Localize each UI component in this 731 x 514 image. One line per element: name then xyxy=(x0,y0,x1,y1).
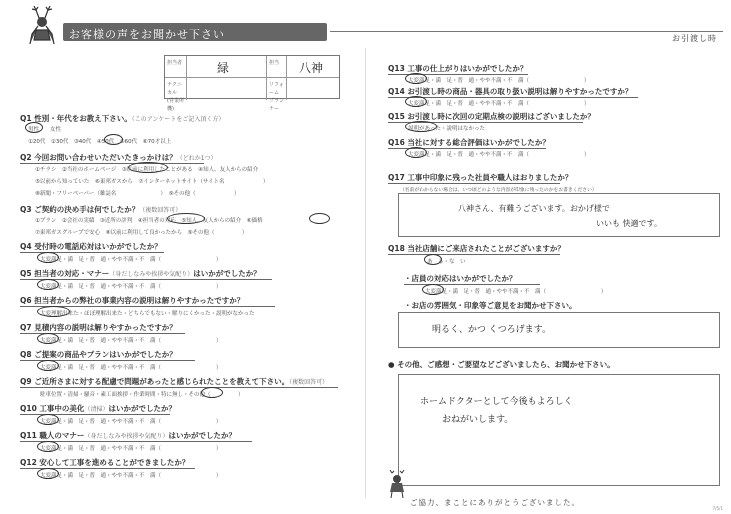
q15-scale[interactable]: 説明があった・説明はなかった xyxy=(408,126,485,132)
q12-answer-circle xyxy=(37,468,59,479)
q3-answer-circle-1 xyxy=(167,213,205,224)
q9-scale[interactable]: 駐車位置・清掃・騒音・素工面挨拶・作業時間・特に無し・その他（ ） xyxy=(40,392,244,398)
header-rule xyxy=(330,31,723,32)
staff-label: 担当者 xyxy=(165,56,187,78)
q2-answer-circle xyxy=(128,162,168,173)
q17-answer-line-1: 八神さん、有難うございます。おかげ様で xyxy=(458,204,610,213)
q3-options-1[interactable]: ①プラン ②会社の実績 ③近所の評判 ④担当者の対応 ⑤知人、友人からの紹介 ⑥価格 xyxy=(35,218,263,224)
q4-scale[interactable]: 大変満足・満 足・普 通・やや不満・不 満（ ） xyxy=(40,257,222,263)
deer-footer-icon xyxy=(384,470,410,498)
q1-gender-circle xyxy=(25,122,43,133)
staff-info-table xyxy=(164,55,340,112)
q10-heading: Q10 工事中の美化（清掃）はいかがでしたか？ xyxy=(20,404,176,413)
q3-answer-circle-2 xyxy=(309,213,330,224)
area-name-handwritten: 八神 xyxy=(299,61,324,75)
page-number: 7/5/1 xyxy=(712,506,723,511)
q10-scale[interactable]: 大変満足・満 足・普 通・やや不満・不 満（ ） xyxy=(40,419,222,425)
q7-scale[interactable]: 大変満足・満 足・普 通・やや不満・不 満（ ） xyxy=(40,338,222,344)
column-divider xyxy=(365,48,366,498)
store-staff-answer-circle xyxy=(422,284,444,295)
q17-note: （名前がわからない場合は、いつ頃どのような内容が印象に残ったのかをお書きください） xyxy=(400,188,597,193)
q2-options-3[interactable]: ⑧新聞・フリーペーパー（雑誌名 ） ⑨その他（ ） xyxy=(35,191,240,197)
q4-answer-circle xyxy=(37,252,59,263)
q18-answer-circle xyxy=(424,254,442,265)
q4-heading: Q4 受付時の電話応対はいかがでしたか？ xyxy=(20,242,162,251)
q13-heading: Q13 工事の仕上がりはいかがでしたか？ xyxy=(388,64,528,73)
q8-answer-circle xyxy=(37,360,59,371)
other-comments-line-2: おねがいします。 xyxy=(442,415,514,425)
thank-you-message: ご協力、まことにありがとうございました。 xyxy=(410,498,580,507)
title-band xyxy=(63,23,327,41)
q14-heading: Q14 お引渡し時の商品・器具の取り扱い説明は解りやすかったですか？ xyxy=(388,87,633,96)
deer-logo-icon xyxy=(22,6,64,46)
q1-age-options[interactable]: ①20代 ②30代 ③40代 ④50代 ⑤60代 ⑥70才以上 xyxy=(28,139,172,145)
page-title: お客様の声をお聞かせ下さい xyxy=(69,28,225,41)
q7-heading: Q7 見積内容の説明は解りやすかったですか？ xyxy=(20,323,177,332)
q13-scale[interactable]: 大変満足・満 足・普 通・やや不満・不 満（ ） xyxy=(408,78,590,84)
planner-label: リフォーム プランナー xyxy=(267,78,287,100)
q8-heading: Q8 ご提案の商品やプランはいかがでしたか？ xyxy=(20,350,177,359)
q5-scale[interactable]: 大変満足・満 足・普 通・やや不満・不 満（ ） xyxy=(40,284,222,290)
q14-scale[interactable]: 大変満足・満 足・普 通・やや不満・不 満（ ） xyxy=(408,101,590,107)
technical-label: ナクニカル (営業所機) xyxy=(165,78,187,100)
q11-heading: Q11 職人のマナー（身だしなみや挨拶や気配り）はいかがでしたか？ xyxy=(20,431,236,440)
q5-heading: Q5 担当者の対応・マナー（身だしなみや挨拶や気配り）はいかがでしたか？ xyxy=(20,269,261,278)
delivery-label: お引渡し時 xyxy=(672,34,717,43)
q16-answer-circle xyxy=(405,147,427,158)
q12-heading: Q12 安心して工事を進めることができましたか？ xyxy=(20,458,190,467)
q17-answer-line-2: いいも 快適です。 xyxy=(596,219,662,228)
q13-answer-circle xyxy=(405,73,427,84)
other-comments-box[interactable] xyxy=(398,374,720,486)
q12-scale[interactable]: 大変満足・満 足・普 通・やや不満・不 満（ ） xyxy=(40,473,222,479)
store-staff-scale[interactable]: 大変満足・満 足・普 通・やや不満・不 満（ ） xyxy=(425,289,607,295)
store-atmosphere-heading: ・お店の雰囲気・印象等ご意見をお聞かせ下さい。 xyxy=(404,301,577,310)
q18-scale[interactable]: あ る・な い xyxy=(427,259,466,265)
q6-heading: Q6 担当者からの弊社の事業内容の説明は解りやすかったですか？ xyxy=(20,296,245,305)
other-comments-heading: ● その他、ご感想・ご要望などございましたら、お聞かせ下さい。 xyxy=(388,360,615,369)
area-label: 担当 xyxy=(267,56,287,78)
q15-heading: Q15 お引渡し時に次回の定期点検の説明はございましたか？ xyxy=(388,112,595,121)
q6-scale[interactable]: 大変理解出来た・ほぼ理解出来た・どちらでもない・解りにくかった・説明がなかった xyxy=(40,311,255,317)
q16-scale[interactable]: 大変満足・満 足・普 通・やや不満・不 満（ ） xyxy=(408,152,590,158)
q8-scale[interactable]: 大変満足・満 足・普 通・やや不満・不 満（ ） xyxy=(40,365,222,371)
q6-answer-circle xyxy=(37,306,70,317)
q2-heading: Q2 今回お問い合わせいただいたきっかけは？（どれか1つ） xyxy=(20,153,217,162)
other-comments-line-1: ホームドクターとして今後もよろしく xyxy=(420,397,573,407)
q1-gender-options[interactable]: 男性 女性 xyxy=(28,127,62,133)
staff-name-handwritten: 緑 xyxy=(217,61,230,75)
q11-scale[interactable]: 大変満足・満 足・普 通・やや不満・不 満（ ） xyxy=(40,446,222,452)
q11-answer-circle xyxy=(37,441,59,452)
q15-answer-circle xyxy=(405,121,437,132)
q17-answer-box[interactable] xyxy=(398,193,720,237)
q18-heading: Q18 当社店舗にご来店されたことがございますか？ xyxy=(388,244,565,253)
q5-answer-circle xyxy=(37,279,59,290)
q1-age-circle xyxy=(104,134,123,145)
q9-answer-circle xyxy=(201,387,223,398)
store-atmosphere-answer: 明るく、かつ くつろげます。 xyxy=(432,325,551,335)
q3-heading: Q3 ご契約の決め手は何でしたか？（複数回答可） xyxy=(20,205,182,214)
q9-heading: Q9 ご近所さまに対する配慮で問題があったと感じられたことを教えて下さい。（複数回答可） xyxy=(20,377,329,386)
q7-answer-circle xyxy=(37,333,59,344)
store-staff-heading: ・店員の対応はいかがでしたか？ xyxy=(404,274,517,283)
q2-options-2[interactable]: ⑤以前から知っていた ⑥東邦ガスから ⑦インターネットサイト（サイト名 ） xyxy=(35,179,269,185)
q3-options-2[interactable]: ⑦東邦ガスグループで安心 ⑧以前に利用して良かったから ⑨その他（ ） xyxy=(35,230,248,236)
q1-heading: Q1 性別・年代をお教え下さい。（このアンケートをご記入頂く方） xyxy=(20,114,225,123)
q16-heading: Q16 当社に対する総合評価はいかがでしたか？ xyxy=(388,138,550,147)
q17-heading: Q17 工事中印象に残った社員や職人はおりましたか？ xyxy=(388,173,573,182)
q2-options-1[interactable]: ①チラシ ②当社のホームページ ③以前に利用したことがある ④知人、友人からの紹介 xyxy=(35,167,259,173)
q14-answer-circle xyxy=(405,96,427,107)
q10-answer-circle xyxy=(37,414,59,425)
